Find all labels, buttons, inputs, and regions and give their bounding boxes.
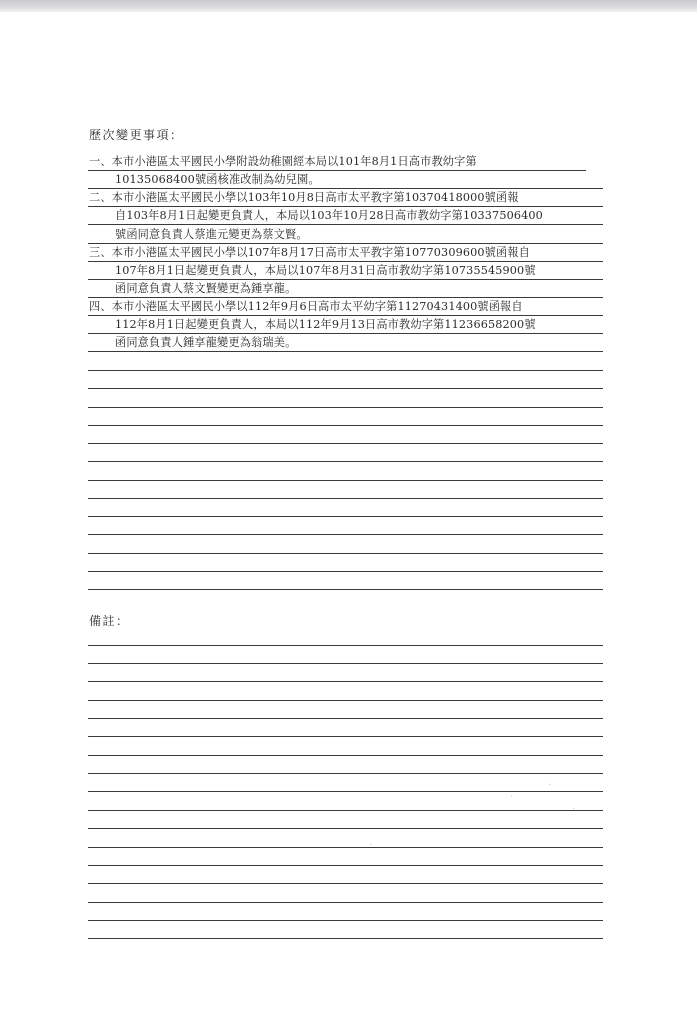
- ruled-line: [88, 810, 603, 811]
- ruled-line: [88, 700, 603, 701]
- ruled-line: [88, 755, 603, 756]
- ruled-line: [88, 828, 603, 829]
- change-2-line-3: 號函同意負責人蔡進元變更為蔡文賢。: [115, 228, 308, 241]
- ruled-line: [88, 243, 603, 244]
- ruled-line: [88, 681, 603, 682]
- ruled-line: [88, 534, 603, 535]
- ruled-line: [88, 224, 603, 225]
- ruled-line: [88, 865, 603, 866]
- change-3-line-1: 三、本市小港區太平國民小學以107年8月17日高市太平教字第10770309600號函報自: [89, 246, 531, 259]
- scan-speck: ˊ: [548, 784, 551, 791]
- change-4-line-3: 函同意負責人鍾享龍變更為翁瑞美。: [115, 336, 297, 349]
- change-3-line-2: 107年8月1日起變更負責人，本局以107年8月31日高市教幼字第10735545900號: [115, 264, 536, 277]
- change-3-line-3: 函同意負責人蔡文賢變更為鍾享龍。: [115, 282, 297, 295]
- ruled-line: [88, 736, 603, 737]
- ruled-line: [88, 370, 603, 371]
- ruled-line: [88, 443, 603, 444]
- scan-speck: ˙: [510, 796, 513, 803]
- remarks-title: 備註：: [89, 614, 130, 628]
- ruled-line: [88, 902, 603, 903]
- change-2-line-1: 二、本市小港區太平國民小學以103年10月8日高市太平教字第10370418000號函報: [89, 191, 519, 204]
- ruled-line: [88, 663, 603, 664]
- scan-speck: ·: [573, 806, 575, 813]
- viewer-top-bar: [0, 0, 697, 12]
- ruled-line: [88, 333, 603, 334]
- ruled-line: [88, 407, 603, 408]
- document-page: [0, 12, 697, 1029]
- ruled-line: [88, 773, 603, 774]
- change-2-line-2: 自103年8月1日起變更負責人，本局以103年10月28日高市教幼字第10337506400: [115, 209, 543, 222]
- change-1-line-2: 10135068400號函核准改制為幼兒園。: [115, 173, 320, 186]
- scan-speck: ·: [370, 842, 372, 849]
- ruled-line: [88, 315, 603, 316]
- ruled-line: [88, 425, 603, 426]
- ruled-line: [88, 847, 603, 848]
- ruled-line: [88, 206, 603, 207]
- ruled-line: [88, 297, 603, 298]
- change-4-line-2: 112年8月1日起變更負責人，本局以112年9月13日高市教幼字第11236658200號: [115, 318, 536, 331]
- change-4-line-1: 四、本市小港區太平國民小學以112年9月6日高市太平幼字第11270431400號函報自: [89, 300, 523, 313]
- ruled-line: [88, 170, 586, 171]
- ruled-line: [88, 498, 603, 499]
- ruled-line: [88, 791, 603, 792]
- ruled-line: [88, 553, 603, 554]
- ruled-line: [88, 920, 603, 921]
- ruled-line: [88, 516, 603, 517]
- change-1-line-1: 一、本市小港區太平國民小學附設幼稚園經本局以101年8月1日高市教幼字第: [89, 155, 477, 168]
- ruled-line: [88, 571, 603, 572]
- ruled-line: [88, 351, 603, 352]
- ruled-line: [88, 279, 603, 280]
- ruled-line: [88, 188, 603, 189]
- ruled-line: [88, 718, 603, 719]
- ruled-line: [88, 589, 603, 590]
- ruled-line: [88, 938, 603, 939]
- ruled-line: [88, 645, 603, 646]
- ruled-line: [88, 480, 603, 481]
- ruled-line: [88, 388, 603, 389]
- ruled-line: [88, 461, 603, 462]
- change-history-title: 歷次變更事項：: [89, 128, 184, 142]
- ruled-line: [88, 261, 603, 262]
- ruled-line: [88, 883, 603, 884]
